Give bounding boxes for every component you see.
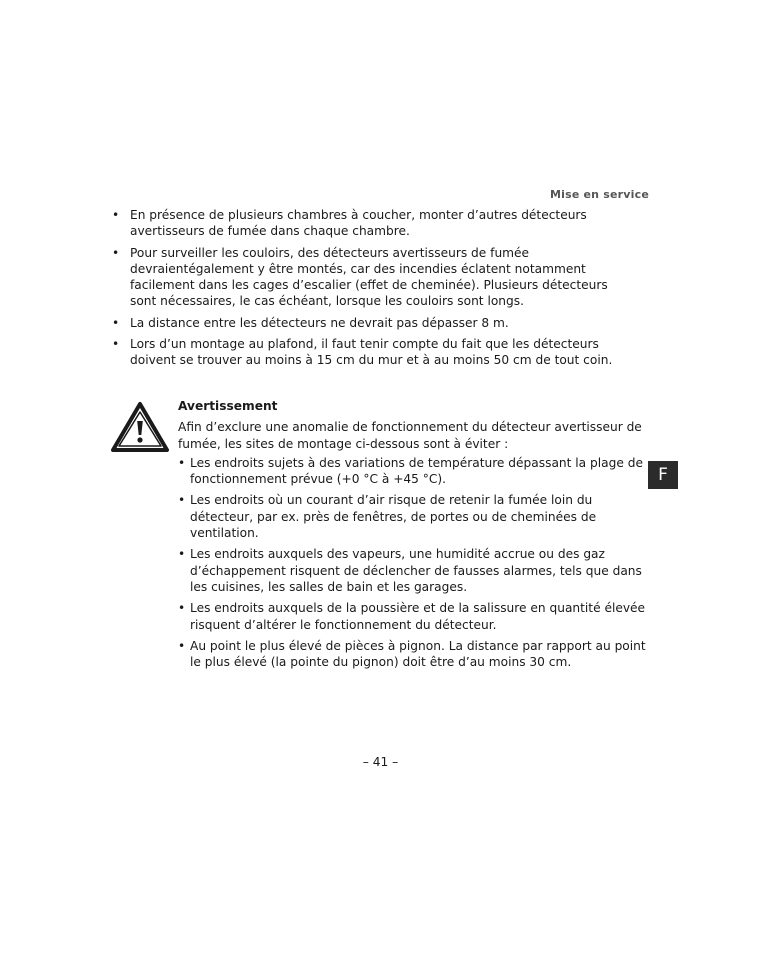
bullet-glyph: • [178, 638, 186, 653]
warning-intro: Afin d’exclure une anomalie de fonctionnement du détecteur avertisseur de fumée, les sites de montage ci-dessous sont à éviter : [178, 420, 642, 451]
list-item-text: Les endroits auxquels des vapeurs, une humidité accrue ou des gaz d’échappement risquent de déclencher de fausses alarmes, tels que dans les cuisines, les salles de bain et les garages. [190, 547, 642, 594]
list-item-text: En présence de plusieurs chambres à coucher, monter d’autres détecteurs avertisseurs de fumée dans chaque chambre. [130, 208, 587, 239]
list-item-text: Les endroits sujets à des variations de température dépassant la plage de fonctionnement prévue (+0 °C à +45 °C). [190, 455, 643, 487]
language-tab: F [648, 461, 678, 489]
warning-list [178, 455, 648, 671]
list-item [178, 455, 648, 488]
list-item-text: Lors d’un montage au plafond, il faut tenir compte du fait que les détecteurs doivent se trouver au moins à 15 cm du mur et à au moins 50 cm de tout coin. [130, 337, 613, 368]
list-item-text: La distance entre les détecteurs ne devrait pas dépasser 8 m. [130, 315, 509, 330]
warning-triangle-icon [110, 401, 170, 453]
list-item [112, 245, 637, 310]
bullet-glyph: • [112, 245, 120, 260]
list-item [112, 207, 637, 240]
section-header: Mise en service [549, 188, 649, 201]
list-item [178, 492, 648, 541]
installation-notes-list [112, 207, 637, 374]
bullet-glyph: • [112, 208, 120, 222]
warning-block [178, 398, 648, 675]
list-item [112, 315, 637, 331]
list-item [178, 600, 648, 633]
bullet-glyph: • [178, 455, 186, 470]
list-item-text: Pour surveiller les couloirs, des détecteurs avertisseurs de fumée devraientégalement y être montés, car des incendies éclatent notamment facilement dans les cages d’escalier (effet de cheminée). Plusieurs détecteurs sont nécessaires, le cas échéant, lorsque les couloirs sont longs. [130, 245, 608, 309]
list-item [178, 546, 648, 595]
page-number: – 41 – [362, 755, 399, 769]
list-item [178, 638, 648, 671]
list-item [112, 336, 637, 369]
bullet-glyph: • [178, 601, 186, 616]
bullet-glyph: • [178, 547, 186, 562]
bullet-glyph: • [112, 337, 120, 352]
list-item-text: Les endroits où un courant d’air risque de retenir la fumée loin du détecteur, par ex. près de fenêtres, de portes ou de cheminées de ventilation. [190, 493, 597, 541]
warning-title: Avertissement [178, 399, 278, 413]
list-item-text: Au point le plus élevé de pièces à pignon. La distance par rapport au point le plus élevé (la pointe du pignon) doit être d’au moins 30 cm. [190, 638, 646, 670]
list-item-text: Les endroits auxquels de la poussière et de la salissure en quantité élevée risquent d’altérer le fonctionnement du détecteur. [190, 601, 646, 632]
bullet-glyph: • [178, 493, 186, 508]
bullet-glyph: • [112, 315, 120, 330]
